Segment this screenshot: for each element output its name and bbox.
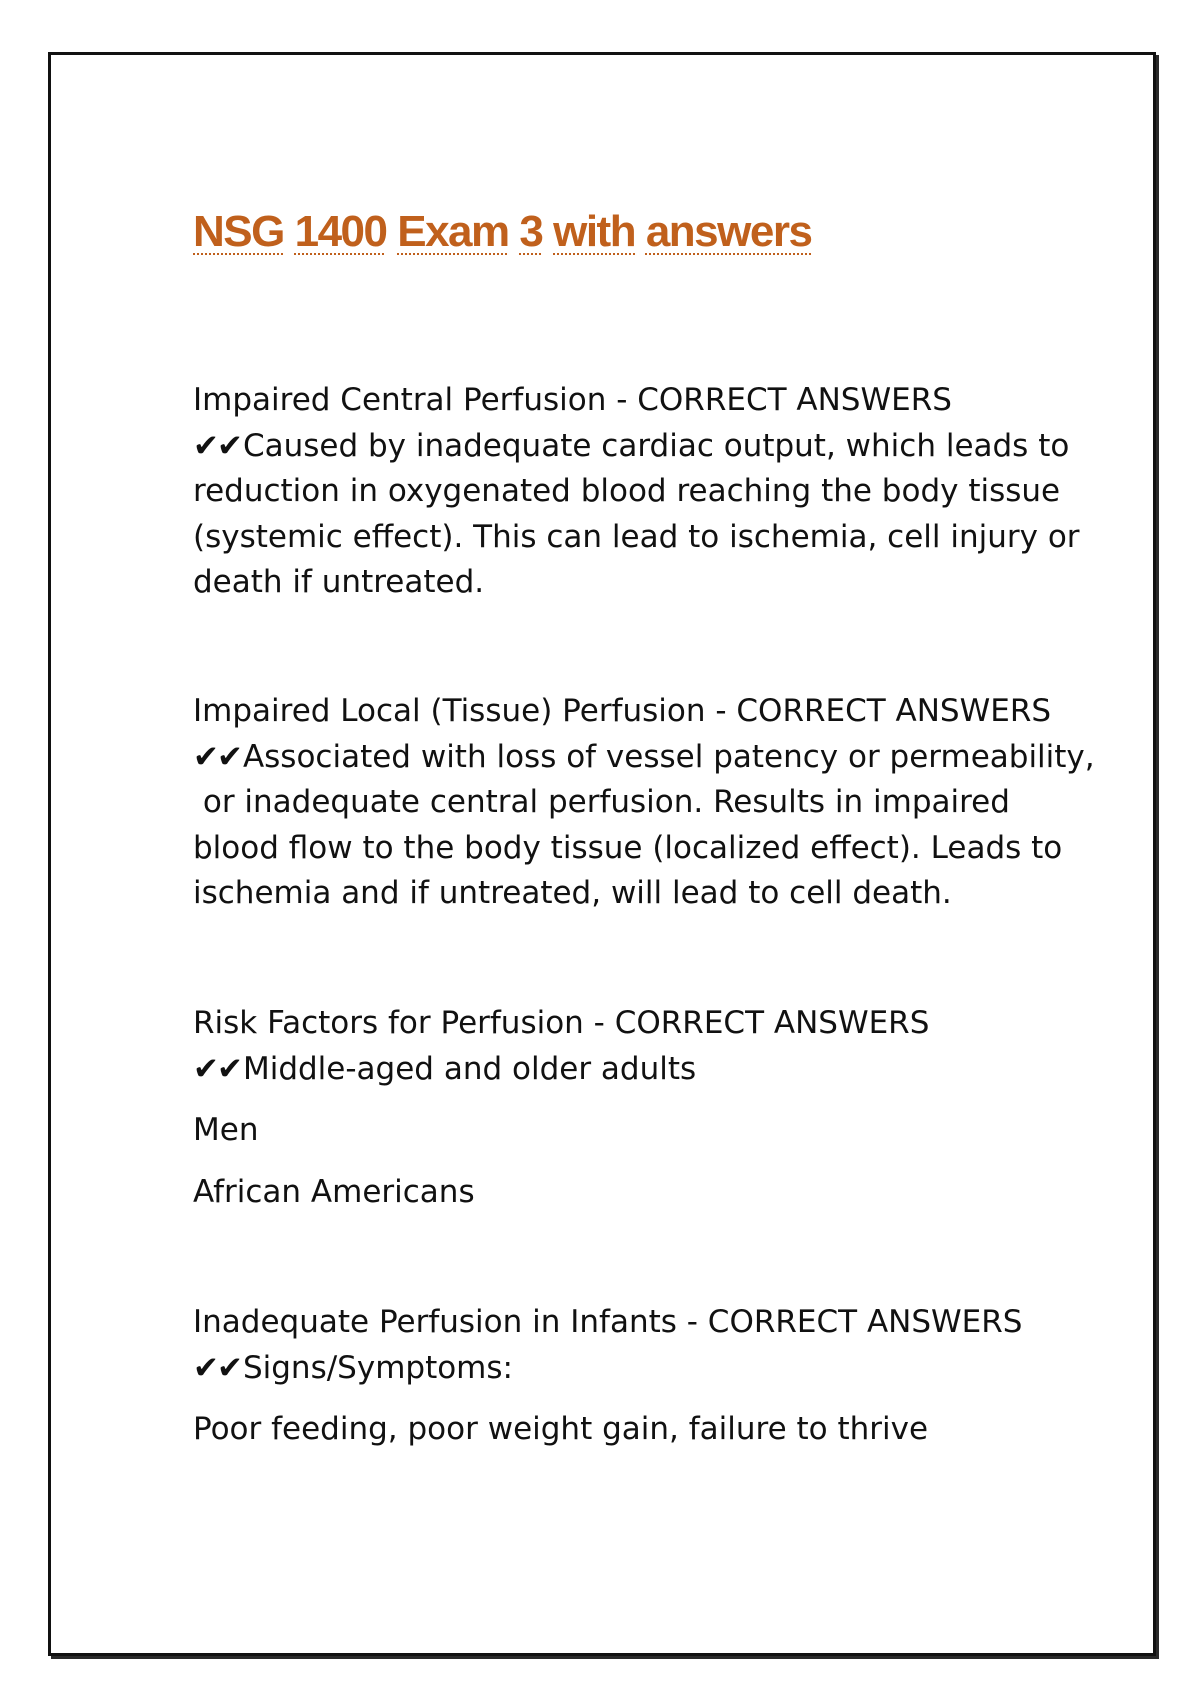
question-text: Impaired Central Perfusion - CORRECT ANSWERS <box>193 382 952 418</box>
answer-line: blood flow to the body tissue (localized effect). Leads to <box>193 829 1063 866</box>
double-check-icon: ✔✔ <box>193 738 241 775</box>
title-word: Exam <box>397 207 509 256</box>
answer-line: reduction in oxygenated blood reaching the body tissue <box>193 473 1061 509</box>
answer-line <box>193 735 1133 781</box>
question-text: Impaired Local (Tissue) Perfusion - CORRECT ANSWERS <box>193 693 1052 729</box>
qa-entry-inadequate-perfusion-infants <box>193 1300 1133 1453</box>
answer-line: or inadequate central perfusion. Results in impaired <box>193 784 1010 820</box>
answer-text: Associated with loss of vessel patency or permeability, <box>242 738 1095 775</box>
answer-line <box>193 424 1133 470</box>
double-check-icon: ✔✔ <box>193 427 241 464</box>
answer-line <box>193 1346 1133 1392</box>
double-check-icon: ✔✔ <box>193 1349 241 1386</box>
title-word: 3 <box>519 207 543 256</box>
answer-text: Middle-aged and older adults <box>242 1050 697 1087</box>
answer-line: (systemic effect). This can lead to ischemia, cell injury or <box>193 518 1080 555</box>
title-word: answers <box>645 207 812 256</box>
answer-text: Signs/Symptoms: <box>242 1349 513 1386</box>
answer-list-item: African Americans <box>193 1173 475 1210</box>
answer-line: death if untreated. <box>193 564 485 600</box>
question-text: Inadequate Perfusion in Infants - CORRECT ANSWERS <box>193 1304 1023 1340</box>
document-title <box>193 207 811 257</box>
title-word: with <box>553 207 636 256</box>
title-word: 1400 <box>294 207 387 256</box>
qa-entry-impaired-central-perfusion <box>193 378 1133 606</box>
answer-list-item: Poor feeding, poor weight gain, failure to thrive <box>193 1411 929 1447</box>
answer-text: Caused by inadequate cardiac output, which leads to <box>242 427 1070 464</box>
question-text: Risk Factors for Perfusion - CORRECT ANSWERS <box>193 1005 930 1041</box>
answer-line: ischemia and if untreated, will lead to cell death. <box>193 875 952 911</box>
answer-list-item: Men <box>193 1112 259 1148</box>
title-word: NSG <box>193 207 284 256</box>
document-page <box>48 52 1156 1656</box>
double-check-icon: ✔✔ <box>193 1050 241 1087</box>
answer-line <box>193 1047 1133 1093</box>
qa-entry-impaired-local-perfusion <box>193 689 1133 917</box>
qa-entry-risk-factors-perfusion <box>193 1001 1133 1215</box>
